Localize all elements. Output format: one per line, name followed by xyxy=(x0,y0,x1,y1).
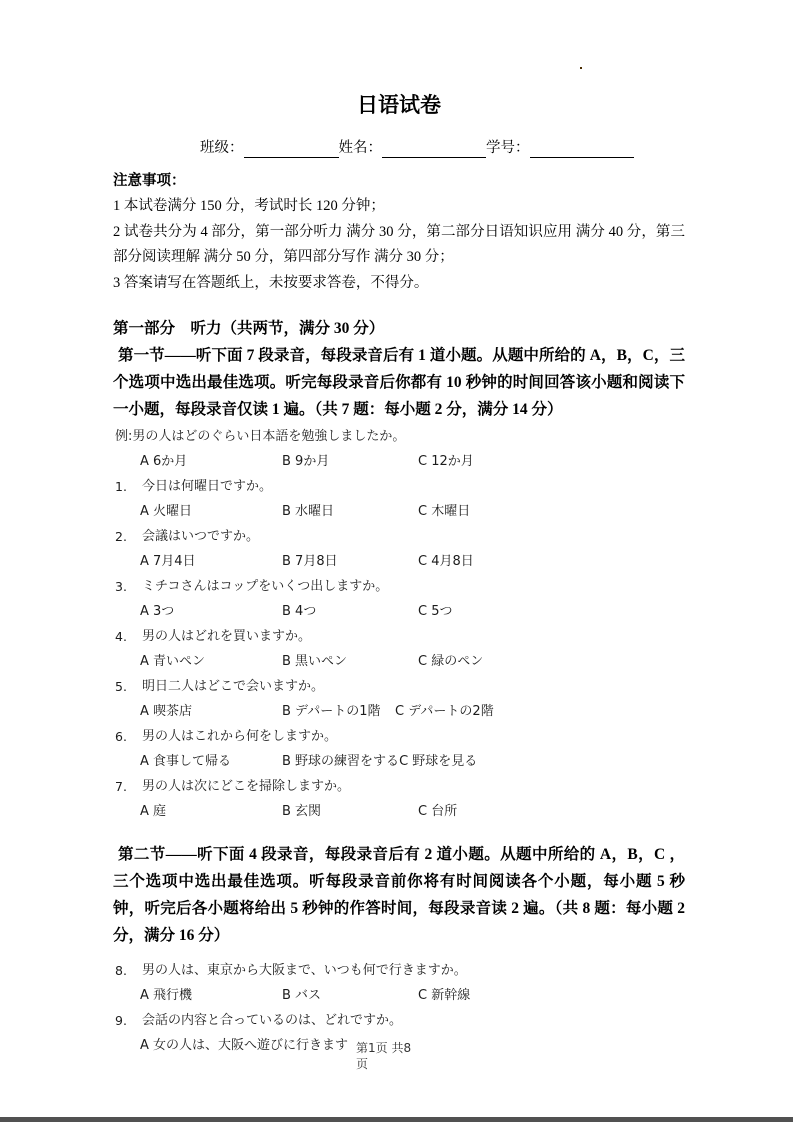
option-a: A 7月4日 xyxy=(140,554,196,569)
option-b: B 玄関 xyxy=(282,804,322,819)
part1-heading: 第一部分 听力（共两节，满分 30 分） xyxy=(113,320,385,337)
question-3-options xyxy=(113,599,685,624)
question-text: 今日は何曜日ですか。 xyxy=(142,479,273,494)
option-c: C 新幹線 xyxy=(418,988,471,1003)
page-footer: 第1页 共8页 xyxy=(356,1041,412,1071)
option-a: A 喫茶店 xyxy=(140,704,193,719)
id-label: 学号： xyxy=(486,140,530,156)
option-a: A 女の人は、大阪へ遊びに行きます xyxy=(140,1038,349,1053)
question-2-options xyxy=(113,549,685,574)
question-7-options xyxy=(113,799,685,824)
option-b: B バス xyxy=(282,988,322,1003)
question-text: ミチコさんはコップをいくつ出しますか。 xyxy=(142,579,389,594)
question-text: 会話の内容と合っているのは、どれですか。 xyxy=(142,1013,403,1028)
question-text: 男の人はこれから何をしますか。 xyxy=(142,729,338,744)
stray-dot-mark xyxy=(580,67,582,69)
notice-item-3: 3 答案请写在答题纸上，未按要求答卷，不得分。 xyxy=(113,274,429,291)
question-number: 3. xyxy=(115,579,127,594)
student-info-line xyxy=(200,138,685,158)
question-6-options xyxy=(113,749,685,774)
question-6 xyxy=(113,724,685,749)
question-text: 会議はいつですか。 xyxy=(142,529,260,544)
option-b: B 黒いペン xyxy=(282,654,348,669)
question-5-options xyxy=(113,699,685,724)
question-number: 9. xyxy=(115,1013,127,1028)
notice-heading: 注意事项： xyxy=(113,173,186,189)
option-b: B 水曜日 xyxy=(282,504,335,519)
option-a: A 火曜日 xyxy=(140,504,193,519)
option-c: C 5つ xyxy=(418,604,453,619)
option-c: C 木曜日 xyxy=(418,504,471,519)
question-2 xyxy=(113,524,685,549)
option-b: B 野球の練習をする xyxy=(282,754,400,769)
example-question xyxy=(113,424,685,449)
question-number: 4. xyxy=(115,629,127,644)
section1-intro: 第一节——听下面 7 段录音，每段录音后有 1 道小题。从题中所给的 A，B，C，三个选项中选出最佳选项。听完每段录音后你都有 10 秒钟的时间回答该小题和阅读下一小题，每段录音仅读 1 遍。（共 7 题：每小题 2 分，满分 14 分） xyxy=(113,347,685,418)
option-b: B 4つ xyxy=(282,604,317,619)
class-blank xyxy=(244,142,339,158)
bottom-edge-bar xyxy=(0,1117,793,1122)
question-1 xyxy=(113,474,685,499)
question-number: 7. xyxy=(115,779,127,794)
notice-item-2: 2 试卷共分为 4 部分，第一部分听力 满分 30 分，第二部分日语知识应用 满分 40 分，第三部分阅读理解 满分 50 分，第四部分写作 满分 30 分； xyxy=(113,223,685,265)
question-4-options xyxy=(113,649,685,674)
option-c: C 緑のペン xyxy=(418,654,484,669)
id-blank xyxy=(530,142,634,158)
option-c: C デパートの2階 xyxy=(395,704,494,719)
question-number: 2. xyxy=(115,529,127,544)
question-text: 明日二人はどこで会いますか。 xyxy=(142,679,325,694)
question-8-options xyxy=(113,983,685,1008)
option-a: A 庭 xyxy=(140,804,167,819)
question-number: 8. xyxy=(115,963,127,978)
option-a: A 6か月 xyxy=(140,454,188,469)
option-a: A 青いペン xyxy=(140,654,206,669)
example-options xyxy=(113,449,685,474)
option-c: C 台所 xyxy=(418,804,458,819)
question-text: 男の人は、東京から大阪まで、いつも何で行きますか。 xyxy=(142,963,467,978)
option-b: B 9か月 xyxy=(282,454,330,469)
option-a: A 飛行機 xyxy=(140,988,193,1003)
question-number: 5. xyxy=(115,679,127,694)
question-4 xyxy=(113,624,685,649)
question-text: 男の人はどれを買いますか。 xyxy=(142,629,312,644)
example-text: 男の人はどのぐらい日本語を勉強しましたか。 xyxy=(132,429,406,444)
question-number: 1. xyxy=(115,479,127,494)
class-label: 班级： xyxy=(200,140,244,156)
section2-intro: 第二节——听下面 4 段录音，每段录音后有 2 道小题。从题中所给的 A，B，C ，三个选项中选出最佳选项。听每段录音前你将有时间阅读各个小题，每小题 5 秒钟，听完后各小题将给出 5 秒钟的作答时间，每段录音读 2 遍。（共 8 题：每小题 2 分，满分 16 分） xyxy=(113,846,685,944)
question-9 xyxy=(113,1008,685,1033)
question-1-options xyxy=(113,499,685,524)
notice-item-1: 1 本试卷满分 150 分，考试时长 120 分钟； xyxy=(113,198,385,214)
option-c: C 12か月 xyxy=(418,454,474,469)
option-b: B デパートの1階 xyxy=(282,704,381,719)
question-7 xyxy=(113,774,685,799)
question-8 xyxy=(113,958,685,983)
option-c: C 野球を見る xyxy=(399,754,478,769)
example-label: 例: xyxy=(115,429,133,444)
page-title: 日语试卷 xyxy=(357,93,441,117)
option-a: A 食事して帰る xyxy=(140,754,232,769)
name-blank xyxy=(382,142,486,158)
question-5 xyxy=(113,674,685,699)
option-b: B 7月8日 xyxy=(282,554,338,569)
question-3 xyxy=(113,574,685,599)
question-text: 男の人は次にどこを掃除しますか。 xyxy=(142,779,351,794)
question-number: 6. xyxy=(115,729,127,744)
name-label: 姓名： xyxy=(338,140,382,156)
option-c: C 4月8日 xyxy=(418,554,474,569)
option-a: A 3つ xyxy=(140,604,175,619)
